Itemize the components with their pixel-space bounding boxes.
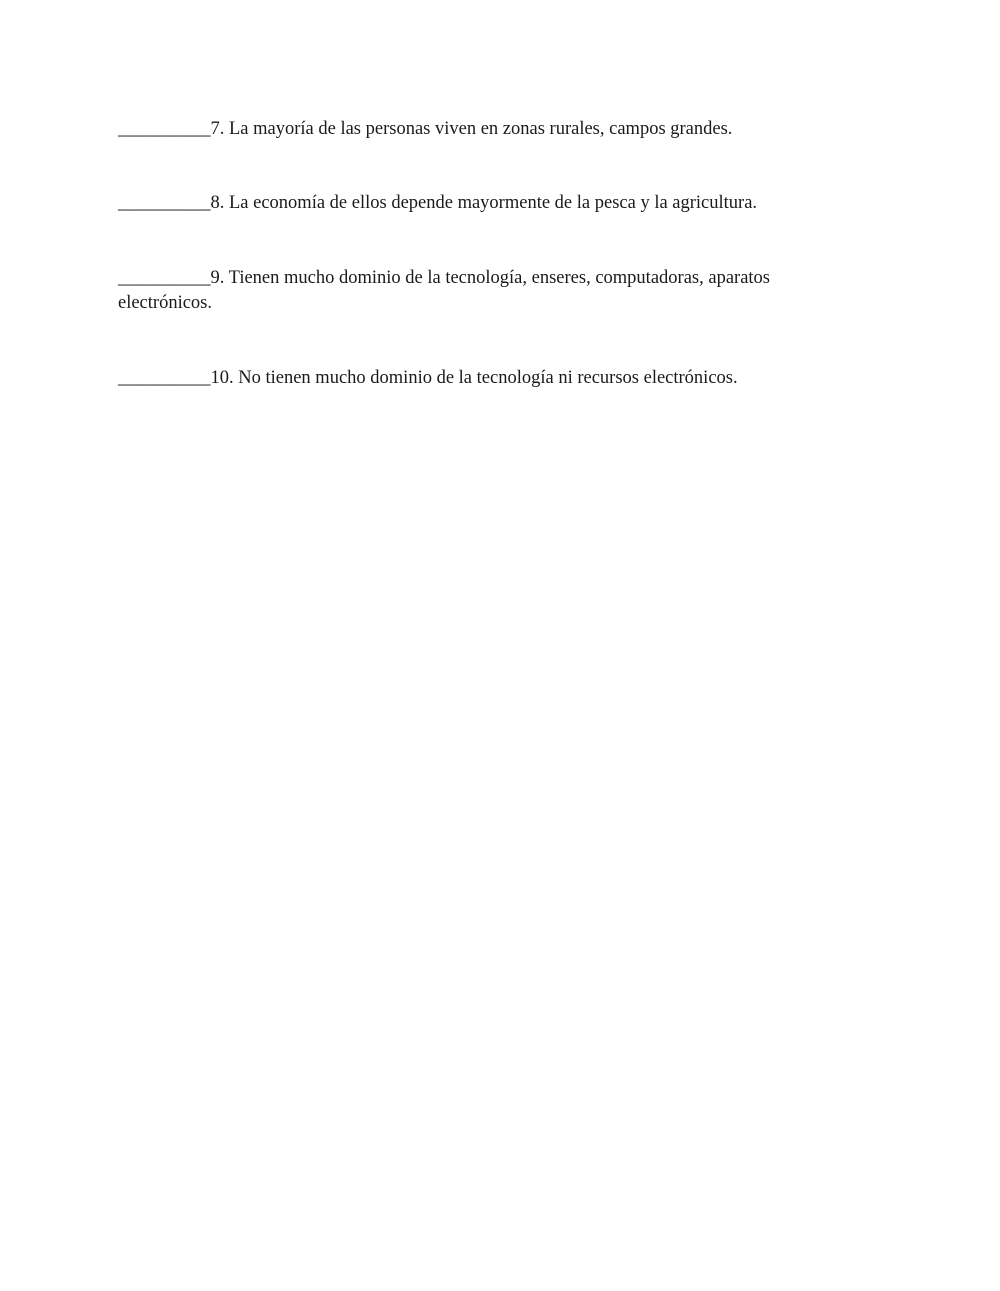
answer-blank-8[interactable]: __________: [118, 193, 211, 213]
question-8-text: 8. La economía de ellos depende mayormente de la pesca y la agricultura.: [210, 193, 758, 213]
question-7-text: 7. La mayoría de las personas viven en zonas rurales, campos grandes.: [210, 119, 733, 139]
question-7: [118, 117, 838, 142]
answer-blank-7[interactable]: __________: [118, 119, 211, 139]
answer-blank-9[interactable]: __________: [118, 268, 211, 288]
answer-blank-10[interactable]: __________: [118, 368, 211, 388]
question-9-text: 9. Tienen mucho dominio de la tecnología, enseres, computadoras, aparatos electrónicos.: [118, 268, 770, 313]
question-10: [118, 366, 838, 391]
question-9: [118, 266, 838, 316]
question-8: [118, 191, 838, 216]
question-10-text: 10. No tienen mucho dominio de la tecnología ni recursos electrónicos.: [210, 368, 738, 388]
